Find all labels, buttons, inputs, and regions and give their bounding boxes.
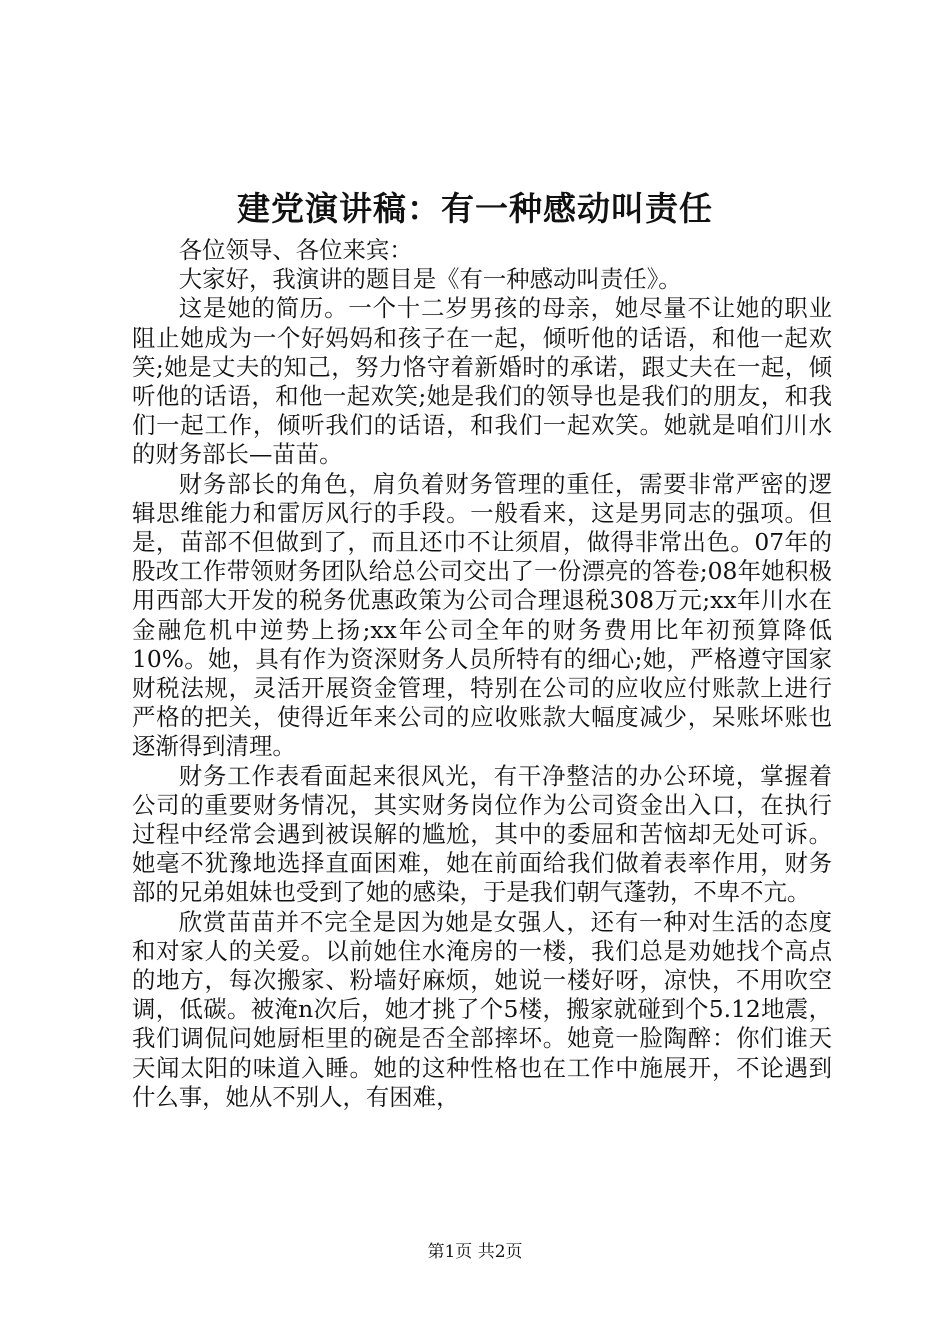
paragraph-salutation: 各位领导、各位来宾： (178, 236, 413, 264)
paragraph-finance-work: 财务工作表看面起来很风光，有干净整洁的办公环境，掌握着公司的重要财务情况，其实财务岗位作为公司资金出入口，在执行过程中经常会遇到被误解的尴尬，其中的委屈和苦恼却无处可诉。她毫不犹豫地选择直面困难，她在前面给我们做着表率作用，财务部的兄弟姐妹也受到了她的感染，于是我们朝气蓬勃，不卑不亢。 (132, 761, 832, 907)
document-body (132, 236, 832, 1112)
document-title: 建党演讲稿：有一种感动叫责任 (237, 189, 713, 228)
paragraph-resume: 这是她的简历。一个十二岁男孩的母亲，她尽量不让她的职业阻止她成为一个好妈妈和孩子在一起，倾听他的话语，和他一起欢笑;她是丈夫的知己，努力恪守着新婚时的承诺，跟丈夫在一起，倾听他的话语，和他一起欢笑;她是我们的领导也是我们的朋友，和我们一起工作，倾听我们的话语，和我们一起欢笑。她就是咱们川水的财务部长—苗苗。 (132, 294, 832, 469)
page-footer: 第1页 共2页 (427, 1242, 523, 1262)
paragraph-finance-role: 财务部长的角色，肩负着财务管理的重任，需要非常严密的逻辑思维能力和雷厉风行的手段。一般看来，这是男同志的强项。但是，苗部不但做到了，而且还巾不让须眉，做得非常出色。07年的股改工作带领财务团队给总公司交出了一份漂亮的答卷;08年她积极用西部大开发的税务优惠政策为公司合理退税308万元;xx年川水在金融危机中逆势上扬;xx年公司全年的财务费用比年初预算降低10%。她，具有作为资深财务人员所特有的细心;她，严格遵守国家财税法规，灵活开展资金管理，特别在公司的应收应付账款上进行严格的把关，使得近年来公司的应收账款大幅度减少，呆账坏账也逐渐得到清理。 (132, 469, 832, 761)
paragraph-life-attitude: 欣赏苗苗并不完全是因为她是女强人，还有一种对生活的态度和对家人的关爱。以前她住水淹房的一楼，我们总是劝她找个高点的地方，每次搬家、粉墙好麻烦，她说一楼好呀，凉快，不用吹空调，低碳。被淹n次后，她才挑了个5楼，搬家就碰到个5.12地震，我们调侃问她厨柜里的碗是否全部摔坏。她竟一脸陶醉：你们谁天天闻太阳的味道入睡。她的这种性格也在工作中施展开，不论遇到什么事，她从不别人，有困难， (132, 907, 832, 1111)
paragraph-greeting: 大家好，我演讲的题目是《有一种感动叫责任》。 (178, 265, 682, 294)
